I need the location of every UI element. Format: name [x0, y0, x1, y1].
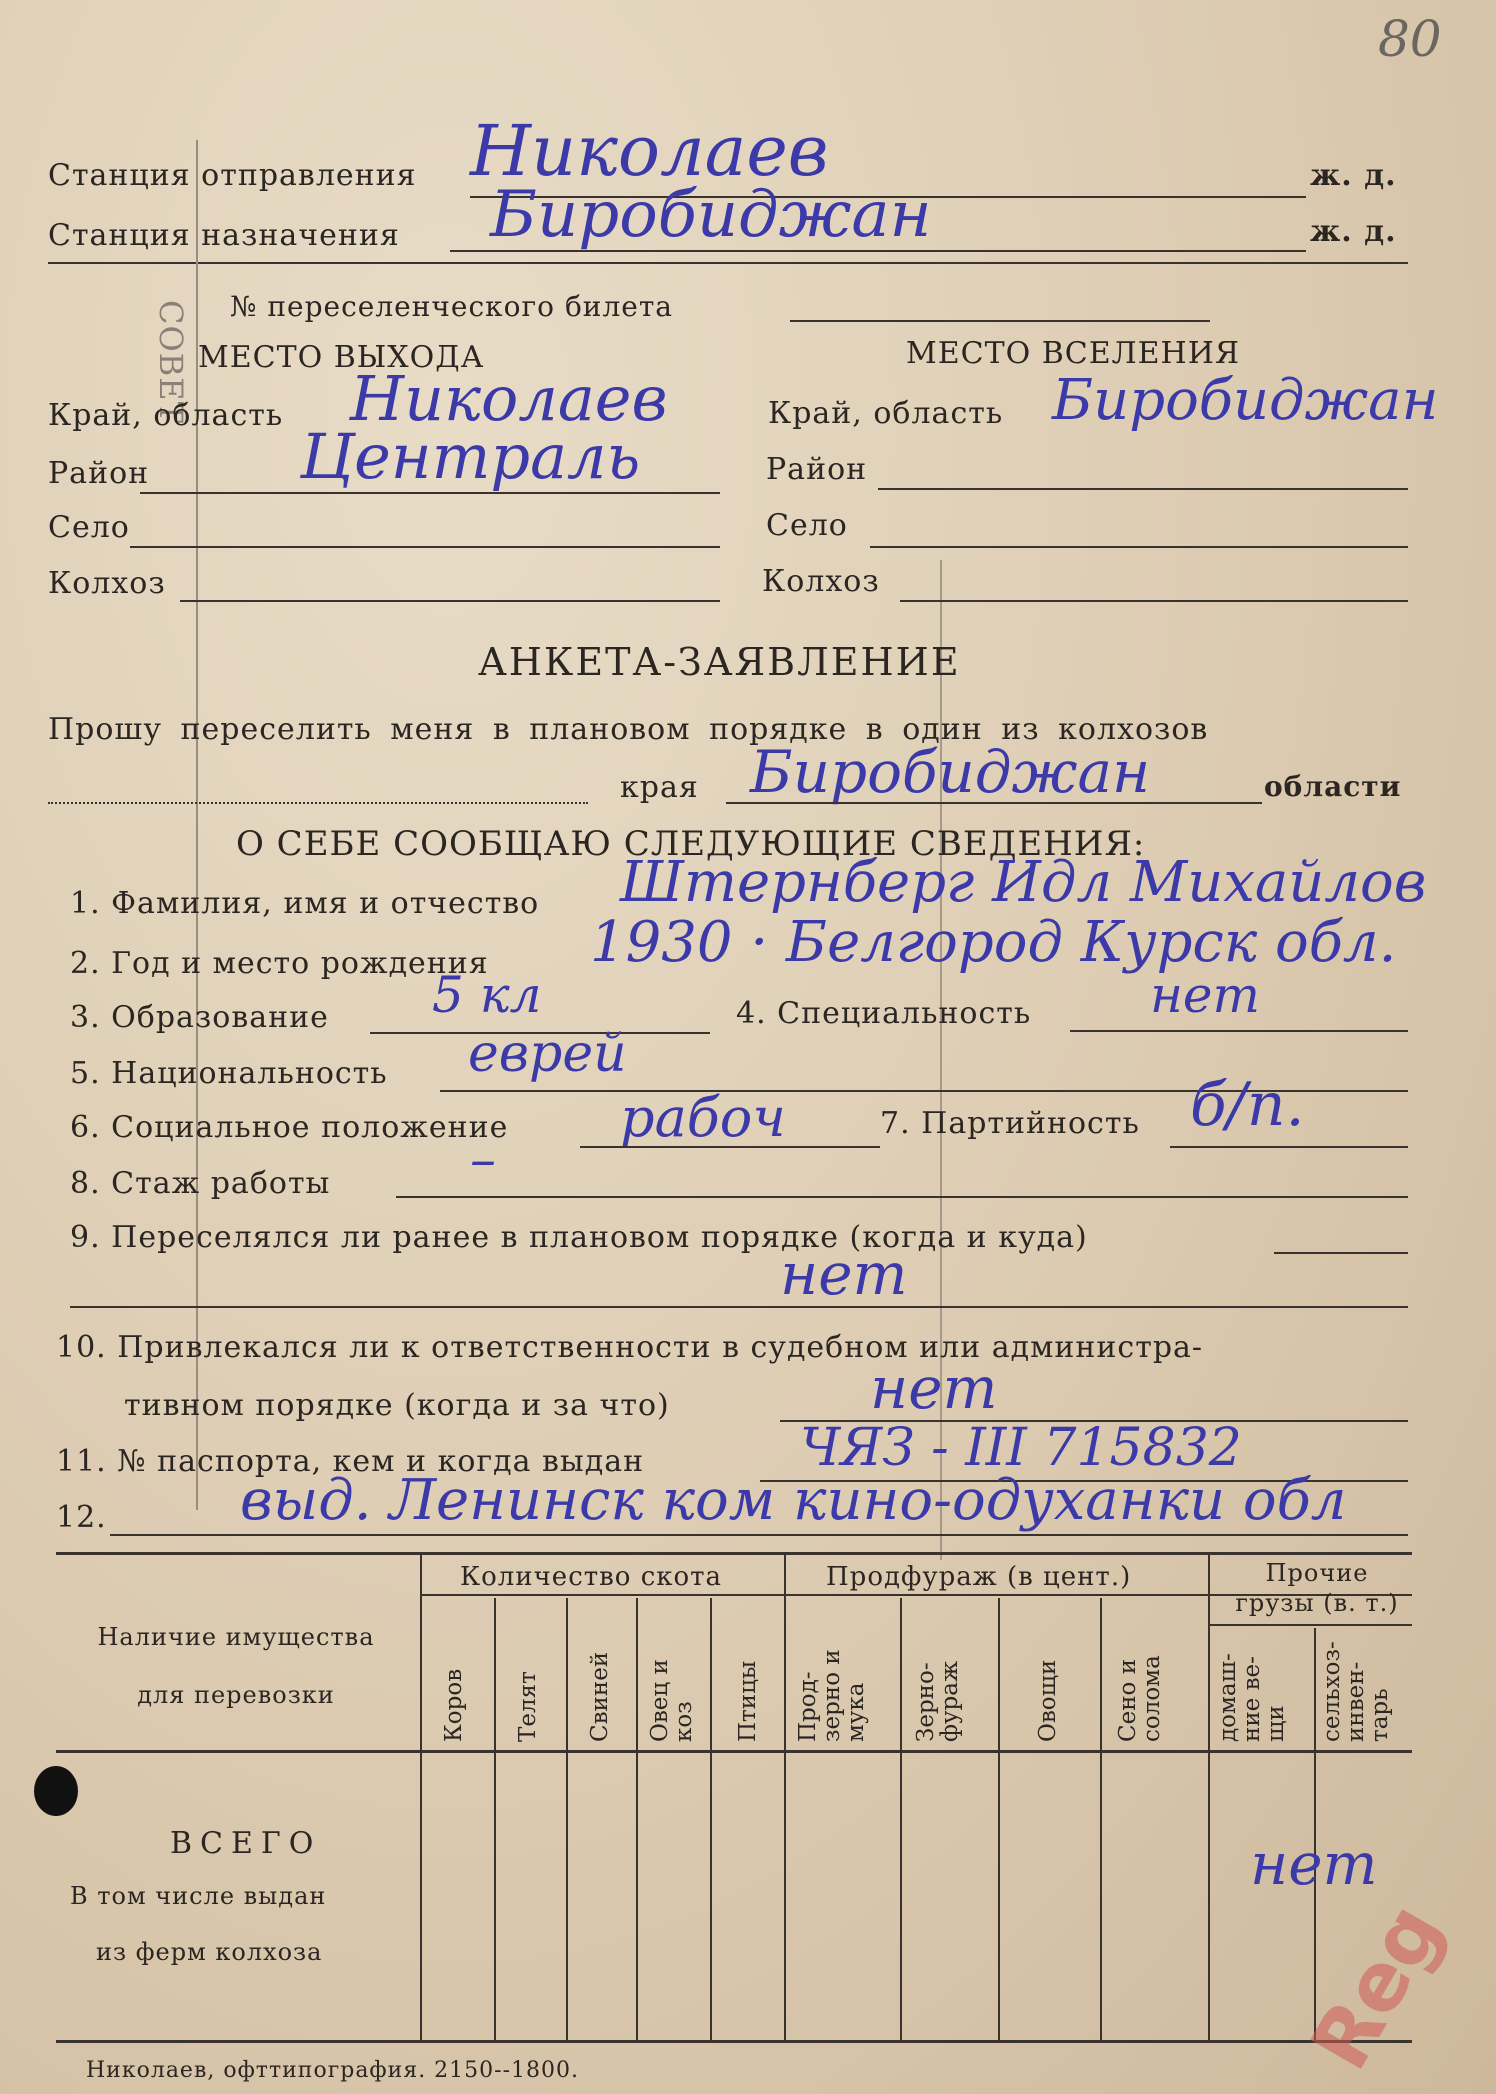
table-col-vegetables: Овощи: [1035, 1659, 1061, 1742]
field-8-value: –: [470, 1130, 496, 1190]
origin-kolkhoz-line: [180, 600, 720, 602]
table-col-sep-group1: [784, 1555, 786, 2043]
field-10-value: нет: [870, 1354, 998, 1422]
table-col-sep-group2: [1208, 1555, 1210, 2043]
table-sep-livestock-2: [566, 1598, 568, 2043]
field-11-label: 11. № паспорта, кем и когда выдан: [56, 1444, 645, 1479]
red-stamp: Reg: [1293, 1888, 1461, 2085]
destination-heading: МЕСТО ВСЕЛЕНИЯ: [906, 336, 1241, 371]
destination-village-line: [870, 546, 1408, 548]
about-heading: О СЕБЕ СООБЩАЮ СЛЕДУЮЩИЕ СВЕДЕНИЯ:: [236, 824, 1146, 864]
destination-district-line: [878, 488, 1408, 490]
field-4-line: [1070, 1030, 1408, 1032]
table-other-group-line: [1208, 1624, 1412, 1626]
request-line-1: Прошу переселить меня в плановом порядке в один из колхозов: [48, 712, 1209, 747]
printer-footer: Николаев, офттипография. 2150--1800.: [86, 2058, 580, 2083]
destination-kolkhoz-line: [900, 600, 1408, 602]
station-departure-value: Николаев: [470, 110, 829, 192]
field-6-label: 6. Социальное положение: [70, 1110, 509, 1145]
field-2-label: 2. Год и место рождения: [70, 946, 489, 981]
table-col-pigs: Свиней: [587, 1651, 613, 1742]
field-3-value: 5 кл: [432, 966, 542, 1024]
table-total-label: ВСЕГО: [170, 1826, 322, 1861]
request-region-value: Биробиджан: [750, 738, 1151, 806]
field-5-label: 5. Национальность: [70, 1056, 388, 1091]
table-col-calves: Телят: [515, 1671, 541, 1742]
field-6-value: рабоч: [620, 1086, 786, 1149]
field-7-label: 7. Партийность: [880, 1106, 1140, 1141]
table-sep-livestock-4: [710, 1598, 712, 2043]
station-destination-label: Станция назначения: [48, 218, 400, 253]
table-issued-label-2: из ферм колхоза: [96, 1938, 323, 1966]
table-col-grain-flour: Прод- зерно и мука: [795, 1649, 869, 1742]
table-col-hay-straw: Сено и солома: [1115, 1655, 1165, 1742]
header-divider: [48, 262, 1408, 264]
origin-kolkhoz-label: Колхоз: [48, 566, 166, 601]
table-fodder-group: Продфураж (в цент.): [826, 1562, 1132, 1592]
ticket-label: № переселенческого билета: [230, 290, 674, 323]
station-departure-label: Станция отправления: [48, 158, 417, 193]
field-7-line: [1170, 1146, 1408, 1148]
field-7-value: б/п.: [1190, 1070, 1305, 1140]
field-4-value: нет: [1150, 966, 1260, 1024]
table-sep-fodder-1: [900, 1598, 902, 2043]
field-12-label: 12.: [56, 1500, 107, 1535]
table-issued-label: В том числе выдан: [70, 1882, 327, 1910]
origin-village-label: Село: [48, 510, 130, 545]
rail-suffix-1: ж. д.: [1310, 158, 1397, 193]
form-title: АНКЕТА-ЗАЯВЛЕНИЕ: [478, 640, 961, 684]
table-sep-fodder-2: [998, 1598, 1000, 2043]
table-col-sheep-goats: Овец и коз: [647, 1659, 697, 1742]
table-sep-livestock-3: [636, 1598, 638, 2043]
request-region-line: [726, 802, 1262, 804]
field-2-value: 1930 · Белгород Курск обл.: [590, 910, 1397, 975]
ink-blot: [34, 1766, 78, 1816]
field-12-value: выд. Ленинск ком кино-одуханки обл: [240, 1468, 1347, 1533]
table-livestock-group: Количество скота: [460, 1562, 723, 1592]
table-col-household: домаш- ние ве- щи: [1215, 1653, 1289, 1742]
station-destination-value: Биробиджан: [490, 178, 932, 252]
destination-district-label: Район: [766, 452, 868, 487]
margin-faint-text: СОВЕТ: [152, 300, 190, 424]
request-oblast-label: области: [1264, 770, 1402, 803]
table-other-group: Прочие грузы (в. т.): [1235, 1559, 1399, 1617]
field-9-label: 9. Переселялся ли ранее в плановом порядке (когда и куда): [70, 1220, 1088, 1255]
field-1-value: Штернберг Идл Михайлов: [620, 850, 1427, 915]
field-10-label-2: тивном порядке (когда и за что): [124, 1388, 670, 1423]
request-krai-label: края: [620, 770, 699, 805]
origin-heading: МЕСТО ВЫХОДА: [198, 340, 485, 375]
field-8-label: 8. Стаж работы: [70, 1166, 331, 1201]
field-12-line: [110, 1534, 1408, 1536]
table-col-sep-0: [420, 1555, 422, 2043]
origin-district-label: Район: [48, 456, 150, 491]
field-3-label: 3. Образование: [70, 1000, 329, 1035]
field-9-line-2: [70, 1306, 1408, 1308]
field-9-value: нет: [780, 1240, 908, 1308]
field-1-label: 1. Фамилия, имя и отчество: [70, 886, 540, 921]
ticket-line: [790, 320, 1210, 322]
table-col-poultry: Птицы: [735, 1660, 761, 1742]
field-6-line: [580, 1146, 880, 1148]
page-number: 80: [1378, 10, 1442, 68]
rail-suffix-2: ж. д.: [1310, 214, 1397, 249]
field-10-label-1: 10. Привлекался ли к ответственности в судебном или администра-: [56, 1330, 1204, 1365]
station-destination-line: [450, 250, 1306, 252]
origin-district-value: Централь: [300, 420, 641, 493]
destination-kolkhoz-label: Колхоз: [762, 564, 880, 599]
table-other-value: нет: [1250, 1830, 1378, 1898]
table-sep-fodder-3: [1100, 1598, 1102, 2043]
table-col-cows: Коров: [441, 1668, 467, 1742]
field-4-label: 4. Специальность: [736, 996, 1032, 1031]
origin-village-line: [130, 546, 720, 548]
field-11-value: ЧЯЗ - III 715832: [800, 1418, 1242, 1478]
origin-region-label: Край, область: [48, 398, 284, 433]
table-row-header: Наличие имущества для перевозки: [97, 1623, 375, 1709]
table-sep-livestock-1: [494, 1598, 496, 2043]
origin-district-line: [140, 492, 720, 494]
field-5-value: еврей: [468, 1024, 627, 1084]
destination-village-label: Село: [766, 508, 848, 543]
destination-region-value: Биробиджан: [1052, 368, 1439, 433]
destination-region-label: Край, область: [768, 396, 1004, 431]
table-col-farm-tools: сельхоз- инвен- тарь: [1319, 1641, 1393, 1742]
table-col-grain-fodder: Зерно- фураж: [913, 1660, 963, 1742]
request-dotted-line: [48, 802, 588, 804]
origin-region-value: Николаев: [350, 362, 668, 435]
field-8-line: [396, 1196, 1408, 1198]
field-9-line: [1274, 1252, 1408, 1254]
